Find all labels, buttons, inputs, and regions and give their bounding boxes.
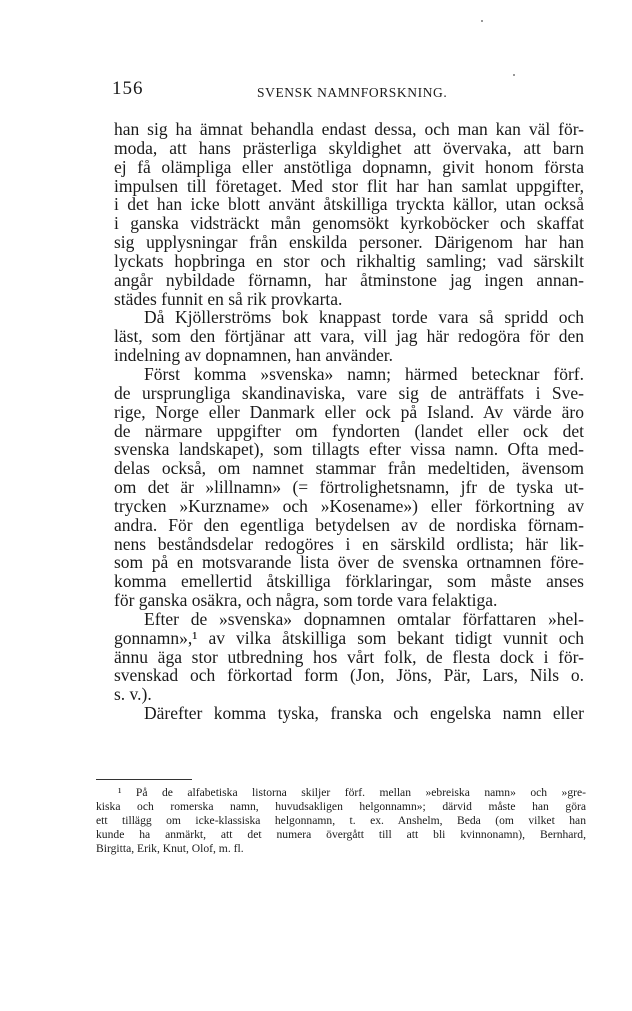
text-line: Först komma »svenska» namn; härmed betecknar förf. [144, 363, 584, 384]
text-line: de ursprungliga skandinaviska, vare sig de anträffats i Sve- [114, 382, 584, 403]
text-line: han sig ha ämnat behandla endast dessa, och man kan väl för- [114, 119, 584, 139]
text-line: Då Kjöllerströms bok knappast torde vara så spridd och [144, 307, 584, 328]
page-header [112, 78, 594, 108]
text-line: lyckats hopbringa en stor och rikhaltig samling; vad särskilt [114, 250, 584, 271]
text-line: komma emellertid åtskilliga förklaringar, som måste anses [114, 571, 584, 592]
text-line: de närmare uppgifter om fyndorten (landet eller ock det [114, 420, 584, 441]
text-line: rige, Norge eller Danmark eller ock på Island. Av värde äro [114, 401, 584, 422]
text-line: om det är »lillnamn» (= förtrolighetsnamn, jfr de tyska ut- [114, 477, 584, 498]
text-line: s. v.). [114, 684, 152, 705]
footnote-line: Birgitta, Erik, Knut, Olof, m. fl. [96, 842, 244, 855]
text-line: läst, som den förtjänar att vara, vill jag här redogöra för den [114, 326, 584, 347]
text-line: ännu äga stor utbredning hos vårt folk, de flesta dock i för- [114, 646, 584, 667]
text-line: svenskad och förkortad form (Jon, Jöns, Pär, Lars, Nils o. [114, 665, 584, 686]
text-line: moda, att hans prästerliga skyldighet att övervaka, att barn [114, 137, 584, 158]
text-line: i ganska vidsträckt mån genomsökt kyrkoböcker och skaffat [114, 213, 584, 234]
footnote-line: kunde ha anmärkt, att det numera övergått till att bli kvinnonamn), Bernhard, [96, 828, 586, 841]
text-line: nens beståndsdelar redogöres i en särskild ordlista; här lik- [114, 533, 584, 554]
text-line: indelning av dopnamnen, han använder. [114, 345, 393, 366]
footnote-line: kiska och romerska namn, huvudsakligen helgonnamn»; därvid måste han göra [96, 800, 586, 813]
page-number: 156 [112, 78, 144, 99]
text-line: andra. För den egentliga betydelsen av de nordiska förnam- [114, 514, 584, 535]
text-line: Efter de »svenska» dopnamnen omtalar författaren »hel- [144, 608, 584, 629]
footnote-rule [96, 779, 192, 780]
text-line: för ganska osäkra, och några, som torde vara felaktiga. [114, 590, 498, 611]
text-line: impulsen till företaget. Med stor flit har han samlat uppgifter, [114, 175, 584, 196]
body-text [114, 120, 584, 723]
text-line: städes funnit en så rik provkarta. [114, 288, 343, 309]
text-line: trycken »Kurzname» och »Kosename») eller förkortning av [114, 495, 584, 516]
running-head: SVENSK NAMNFORSKNING. [257, 85, 448, 100]
text-line: i det han icke blott använt åtskilliga tryckta källor, utan också [114, 194, 584, 215]
footnote [96, 786, 586, 856]
text-line: gonnamn»,¹ av vilka åtskilliga som bekant tidigt vunnit och [114, 627, 584, 648]
text-line: Därefter komma tyska, franska och engelska namn eller [144, 703, 584, 724]
text-line: som på en motsvarande lista över de svenska ortnamnen före- [114, 552, 584, 573]
paper-speck [481, 20, 483, 22]
text-line: sig upplysningar från enskilda personer. Därigenom har han [114, 232, 584, 253]
text-line: angår nybildade förnamn, har åtminstone jag ingen annan- [114, 269, 584, 290]
text-line: ej få olämpliga eller anstötliga dopnamn, givit honom första [114, 156, 584, 177]
paper-speck [513, 74, 515, 76]
text-line: svenska landskapet), som tillagts efter vissa namn. Ofta med- [114, 439, 584, 460]
footnote-line: ¹ På de alfabetiska listorna skiljer förf. mellan »ebreiska namn» och »gre- [118, 786, 586, 799]
text-line: delas också, om namnet stammar från medeltiden, ävensom [114, 458, 584, 479]
footnote-line: ett tillägg om icke-klassiska helgonnamn, t. ex. Anshelm, Beda (om vilket han [96, 814, 586, 827]
